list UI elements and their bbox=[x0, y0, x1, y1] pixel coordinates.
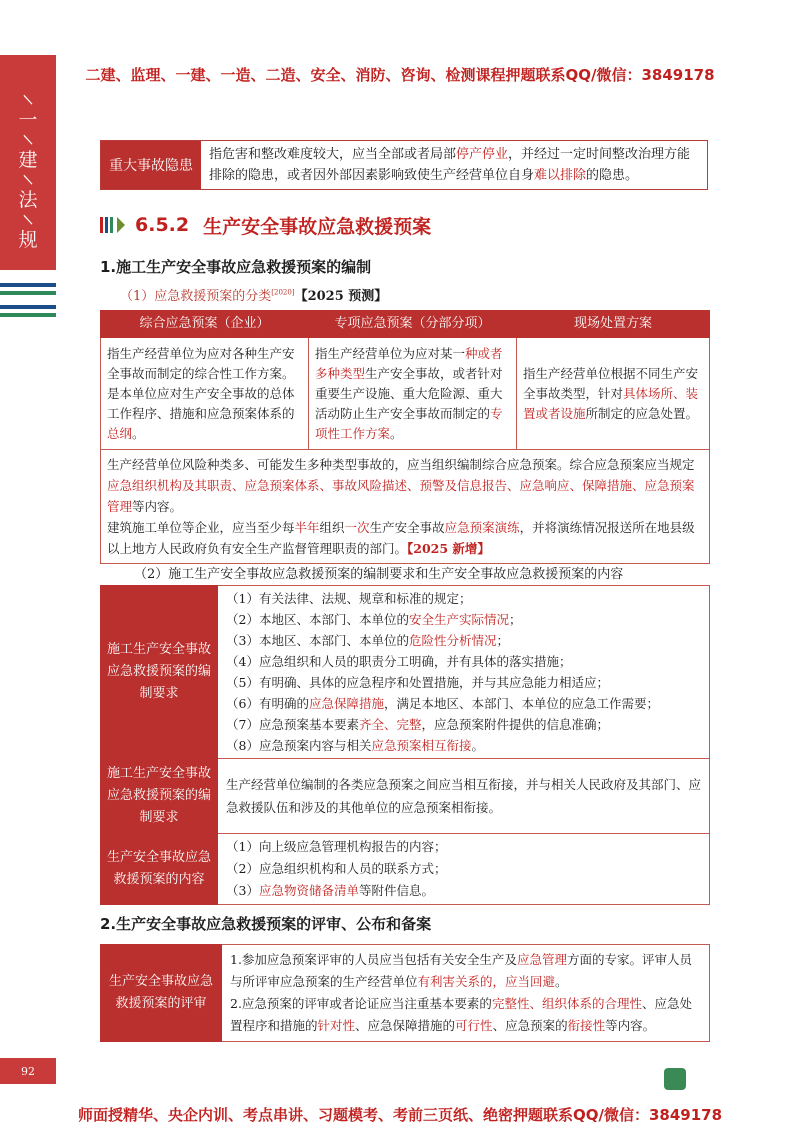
highlight-run: 种或者多种类型 bbox=[315, 345, 503, 381]
text-run: 指生产经营单位为应对各种生产安全事故而制定的综合性工作方案。是本单位应对生产安全事故的总体工作程序、措施和应急预案体系的 bbox=[107, 345, 295, 421]
item-2-title: （2）施工生产安全事故应急救援预案的编制要求和生产安全事故应急救援预案的内容 bbox=[134, 567, 624, 582]
plan-classification-table bbox=[100, 310, 710, 564]
paragraph bbox=[230, 993, 701, 1037]
text-run: 生产安全事故 bbox=[369, 520, 445, 535]
highlight-run: 衔接性 bbox=[567, 1018, 606, 1033]
text-run: （6）有明确的 bbox=[226, 696, 309, 711]
table-header: 综合应急预案（企业） bbox=[101, 311, 309, 338]
sidebar-char: 法 bbox=[18, 189, 38, 211]
highlight-run: 安全生产实际情况 bbox=[408, 612, 509, 627]
row-label: 生产安全事故应急救援预案的评审 bbox=[101, 945, 222, 1042]
sidebar-slash: / bbox=[19, 213, 37, 227]
page-number: 92 bbox=[0, 1058, 56, 1084]
chapter-sidebar-tab bbox=[0, 55, 56, 270]
text-run: 等附件信息。 bbox=[358, 883, 434, 898]
list-item: （5）有明确、具体的应急程序和处置措施，并与其应急能力相适应； bbox=[226, 675, 609, 690]
text-run: 、应急处置程序和措施的 bbox=[230, 996, 692, 1033]
sidebar-slash: / bbox=[19, 133, 37, 147]
bottom-banner: 师面授精华、央企内训、考点串讲、习题模考、考前三页纸、绝密押题联系QQ/微信：3849178 bbox=[77, 1106, 723, 1124]
text-run: 指生产经营单位根据不同生产安全事故类型，针对 bbox=[523, 365, 699, 401]
sidebar-stripe bbox=[0, 283, 56, 287]
highlight-run: 应急预案演练 bbox=[444, 520, 520, 535]
text-run: （8）应急预案内容与相关 bbox=[226, 738, 372, 753]
text-run: ，应急预案附件提供的信息准确； bbox=[421, 717, 609, 732]
review-table bbox=[100, 944, 710, 1042]
highlight-run: 应急管理 bbox=[516, 952, 567, 967]
highlight-run: 危险性分析情况 bbox=[408, 633, 497, 648]
highlight-run: 应急组织机构及其职责、应急预案体系、事故风险描述、预警及信息报告、应急响应、保障措施、应急预案管理 bbox=[107, 478, 695, 514]
highlight-run: 停产停业 bbox=[456, 147, 509, 162]
forecast-tag: 【2025 预测】 bbox=[294, 289, 388, 304]
section-title bbox=[100, 210, 431, 240]
list-item bbox=[226, 714, 701, 735]
highlight-run: 具体场所、装置或者设施 bbox=[523, 385, 699, 421]
item-1-label: （1）应急救援预案的分类 bbox=[120, 289, 272, 304]
sidebar-slash: / bbox=[19, 173, 37, 187]
subheading-1: 1.施工生产安全事故应急救援预案的编制 bbox=[100, 258, 372, 276]
contents-list bbox=[218, 834, 710, 905]
major-hazard-label: 重大事故隐患 bbox=[101, 141, 201, 189]
table-note bbox=[101, 450, 710, 564]
text-run: 2.应急预案的评审或者论证应当注重基本要素的 bbox=[230, 996, 492, 1011]
table-header: 专项应急预案（分部分项） bbox=[309, 311, 517, 338]
year-sup: [2020] bbox=[271, 288, 295, 297]
major-hazard-text bbox=[201, 141, 707, 189]
sidebar-slash: / bbox=[19, 93, 37, 107]
highlight-run: 应急保障措施 bbox=[308, 696, 384, 711]
highlight-run: 针对性 bbox=[317, 1018, 356, 1033]
highlight-run: 应急物资储备清单 bbox=[258, 883, 359, 898]
list-item: （2）应急组织机构和人员的联系方式； bbox=[226, 861, 447, 876]
highlight-run: 齐全、完整 bbox=[358, 717, 422, 732]
text-run: 。 bbox=[471, 738, 484, 753]
text-run: 等内容。 bbox=[132, 499, 183, 514]
text-run: ； bbox=[496, 633, 509, 648]
sidebar-stripe bbox=[0, 291, 56, 295]
row-label: 施工生产安全事故应急救援预案的编制要求 bbox=[101, 759, 218, 834]
text-run: ，并经过一定时间整改治理方能排除的隐患，或者因外部因素影响致使生产经营单位自身 bbox=[209, 147, 691, 183]
subheading-2: 2.生产安全事故应急救援预案的评审、公布和备案 bbox=[100, 915, 432, 933]
text-run: ； bbox=[508, 612, 522, 627]
publisher-logo-icon bbox=[664, 1068, 686, 1090]
list-item bbox=[226, 630, 701, 651]
text-run: 方面的专家。评审人员与所评审应急预案的生产经营单位 bbox=[230, 952, 692, 989]
text-run: 。 bbox=[132, 425, 145, 441]
requirements-list bbox=[218, 586, 710, 759]
text-run: ，满足本地区、本部门、本单位的应急工作需要； bbox=[383, 696, 659, 711]
text-run: 建筑施工单位等企业，应当至少每 bbox=[107, 520, 295, 535]
text-run: 等内容。 bbox=[605, 1018, 656, 1033]
text-run: 。 bbox=[555, 974, 568, 989]
section-heading: 生产安全事故应急救援预案 bbox=[203, 215, 432, 238]
table-cell bbox=[309, 338, 517, 450]
text-run: 、应急保障措施的 bbox=[355, 1018, 456, 1033]
table-cell bbox=[517, 338, 710, 450]
sidebar-stripe bbox=[0, 305, 56, 309]
list-item bbox=[226, 735, 701, 756]
highlight-run: 应急预案相互衔接 bbox=[371, 738, 472, 753]
sidebar-char: 一 bbox=[18, 109, 38, 131]
highlight-run: 一次 bbox=[344, 520, 370, 535]
sidebar-stripe bbox=[0, 313, 56, 317]
row-label: 生产安全事故应急救援预案的内容 bbox=[101, 834, 218, 905]
major-hazard-definition bbox=[100, 140, 708, 190]
text-run: 组织 bbox=[319, 520, 345, 535]
text-run: 生产安全事故，或者针对重要生产设施、重大危险源、重大活动防止生产安全事故而制定的 bbox=[315, 365, 503, 421]
text-run: ，并将演练情况报送所在地县级以上地方人民政府负有安全生产监督管理职责的部门。 bbox=[107, 520, 695, 556]
text-run: 的隐患。 bbox=[586, 168, 639, 183]
table-cell bbox=[222, 945, 710, 1042]
text-run: 指生产经营单位为应对某一 bbox=[315, 345, 466, 361]
sidebar-char: 建 bbox=[18, 149, 38, 171]
new-tag: 【2025 新增】 bbox=[407, 541, 490, 556]
highlight-run: 有利害关系的，应当回避 bbox=[417, 974, 556, 989]
text-run: 、应急预案的 bbox=[492, 1018, 568, 1033]
list-item: （4）应急组织和人员的职责分工明确，并有具体的落实措施； bbox=[226, 654, 572, 669]
text-run: 。 bbox=[390, 425, 403, 441]
preparation-requirements-table bbox=[100, 585, 710, 905]
highlight-run: 专项性工作方案 bbox=[315, 405, 503, 441]
sidebar-char: 规 bbox=[18, 229, 38, 251]
text-run: （2）本地区、本部门、本单位的 bbox=[226, 612, 409, 627]
list-item: （1）有关法律、法规、规章和标准的规定； bbox=[226, 591, 472, 606]
text-run: 1.参加应急预案评审的人员应当包括有关安全生产及 bbox=[230, 952, 517, 967]
text-run: （3） bbox=[226, 883, 259, 898]
highlight-run: 可行性 bbox=[455, 1018, 493, 1033]
item-1-title bbox=[120, 285, 387, 304]
paragraph bbox=[230, 949, 701, 993]
text-run: 所制定的应急处置。 bbox=[585, 405, 699, 421]
list-item bbox=[226, 609, 701, 630]
section-bars-icon bbox=[100, 217, 125, 233]
list-item bbox=[226, 880, 701, 902]
text-run: （3）本地区、本部门、本单位的 bbox=[226, 633, 409, 648]
highlight-run: 难以排除 bbox=[534, 168, 587, 183]
text-run: 生产经营单位风险种类多、可能发生多种类型事故的，应当组织编制综合应急预案。综合应急预案应当规定 bbox=[107, 457, 695, 472]
table-cell bbox=[101, 338, 309, 450]
highlight-run: 半年 bbox=[294, 520, 320, 535]
list-item bbox=[226, 693, 701, 714]
list-item: （1）向上级应急管理机构报告的内容； bbox=[226, 839, 447, 854]
text-run: （7）应急预案基本要素 bbox=[226, 717, 359, 732]
row-label: 施工生产安全事故应急救援预案的编制要求 bbox=[101, 586, 218, 759]
highlight-run: 完整性、组织体系的合理性 bbox=[491, 996, 642, 1011]
top-banner: 二建、监理、一建、一造、二造、安全、消防、咨询、检测课程押题联系QQ/微信：3849178 bbox=[85, 66, 715, 84]
table-header: 现场处置方案 bbox=[517, 311, 710, 338]
text-run: 指危害和整改难度较大，应当全部或者局部 bbox=[209, 147, 457, 162]
highlight-run: 总纲 bbox=[107, 425, 133, 441]
table-cell: 生产经营单位编制的各类应急预案之间应当相互衔接，并与相关人民政府及其部门、应急救援队伍和涉及的其他单位的应急预案相衔接。 bbox=[218, 759, 710, 834]
section-number: 6.5.2 bbox=[135, 214, 190, 236]
